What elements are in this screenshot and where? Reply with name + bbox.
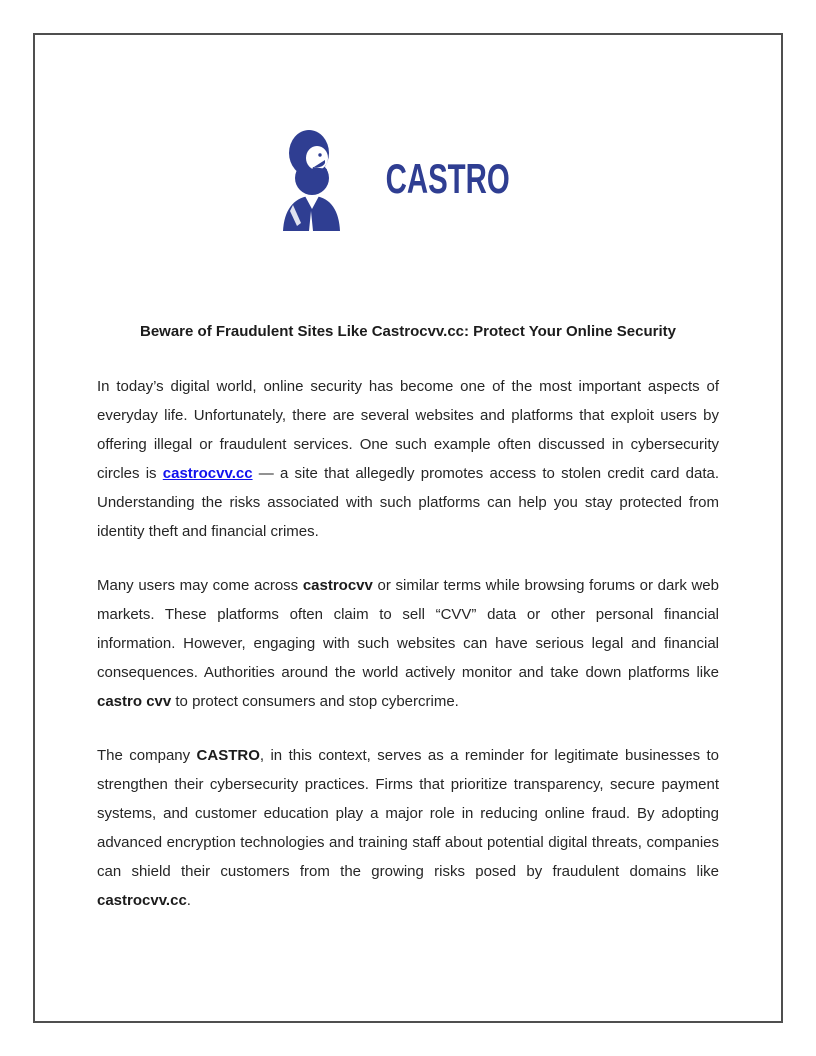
- text-run: , in this context, serves as a reminder for legitimate businesses to strengthen their cybersecurity practices. Firms that prioritize transparency, secure payment systems, and customer education play a major role in reducing online fraud. By adopting advanced encryption technologies and training staff about potential digital threats, companies can shield their customers from the growing risks posed by fraudulent domains like: [97, 747, 719, 880]
- page-border: [33, 33, 783, 1023]
- paragraph-1: [97, 372, 719, 546]
- brand-name: CASTRO: [385, 155, 511, 202]
- text-run: The company: [97, 747, 197, 764]
- text-run: In today’s digital world, online security has become one of the most important aspects of everyday life. Unfortunately, there are several websites and platforms that exploit users by offering illegal or fraudulent services. One such example often discussed in cybersecurity circles is: [97, 378, 719, 482]
- castrocvv-link[interactable]: castrocvv.cc: [162, 465, 253, 482]
- text-run: — a site that allegedly promotes access to stolen credit card data. Understanding the risks associated with such platforms can help you stay protected from identity theft and financial crimes.: [97, 465, 719, 540]
- bold-term: CASTRO: [196, 747, 260, 764]
- text-run: or similar terms while browsing forums or dark web markets. These platforms often claim to sell “CVV” data or other personal financial information. However, engaging with such websites can have serious legal and financial consequences. Authorities around the world actively monitor and take down platforms like: [97, 577, 719, 681]
- bold-term: castro cvv: [97, 693, 172, 710]
- bold-term: castrocvv.cc: [97, 892, 187, 909]
- document-title: Beware of Fraudulent Sites Like Castrocvv.cc: Protect Your Online Security: [140, 323, 676, 340]
- text-run: Many users may come across: [97, 577, 303, 594]
- paragraph-3: [97, 741, 719, 915]
- brand-logo: [35, 123, 781, 235]
- bold-term: castrocvv: [302, 577, 373, 594]
- paragraph-2: [97, 571, 719, 716]
- text-run: .: [186, 892, 191, 909]
- bearded-man-icon: [279, 125, 343, 233]
- text-run: to protect consumers and stop cybercrime.: [171, 693, 459, 710]
- document-body: [97, 372, 719, 915]
